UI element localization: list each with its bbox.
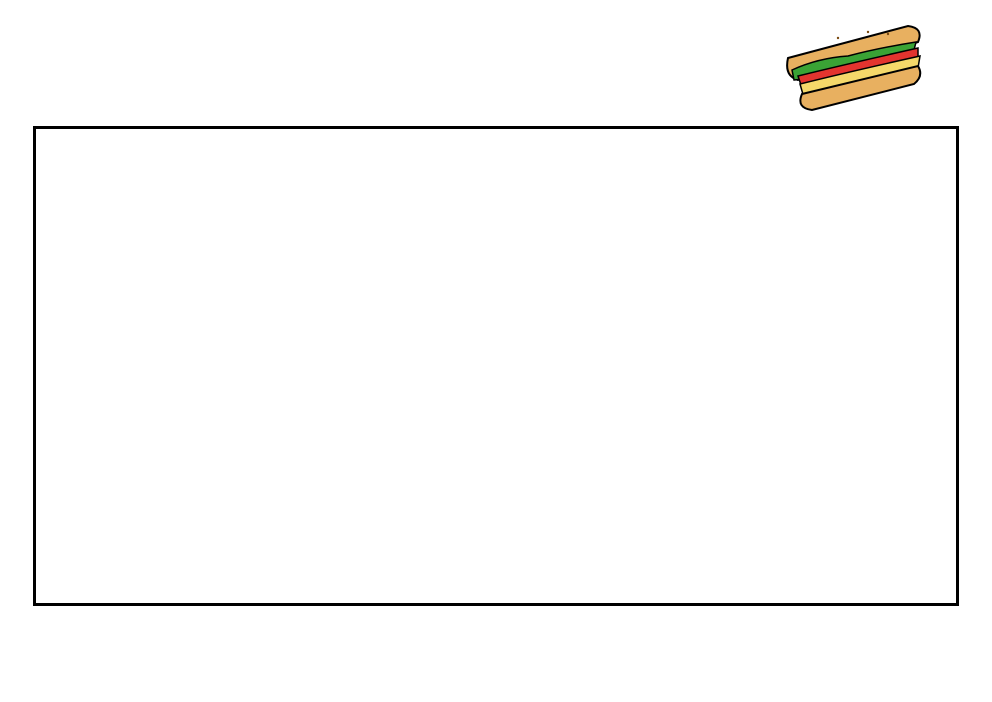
sandwich-illustration	[778, 18, 928, 113]
menu-table	[33, 126, 959, 606]
